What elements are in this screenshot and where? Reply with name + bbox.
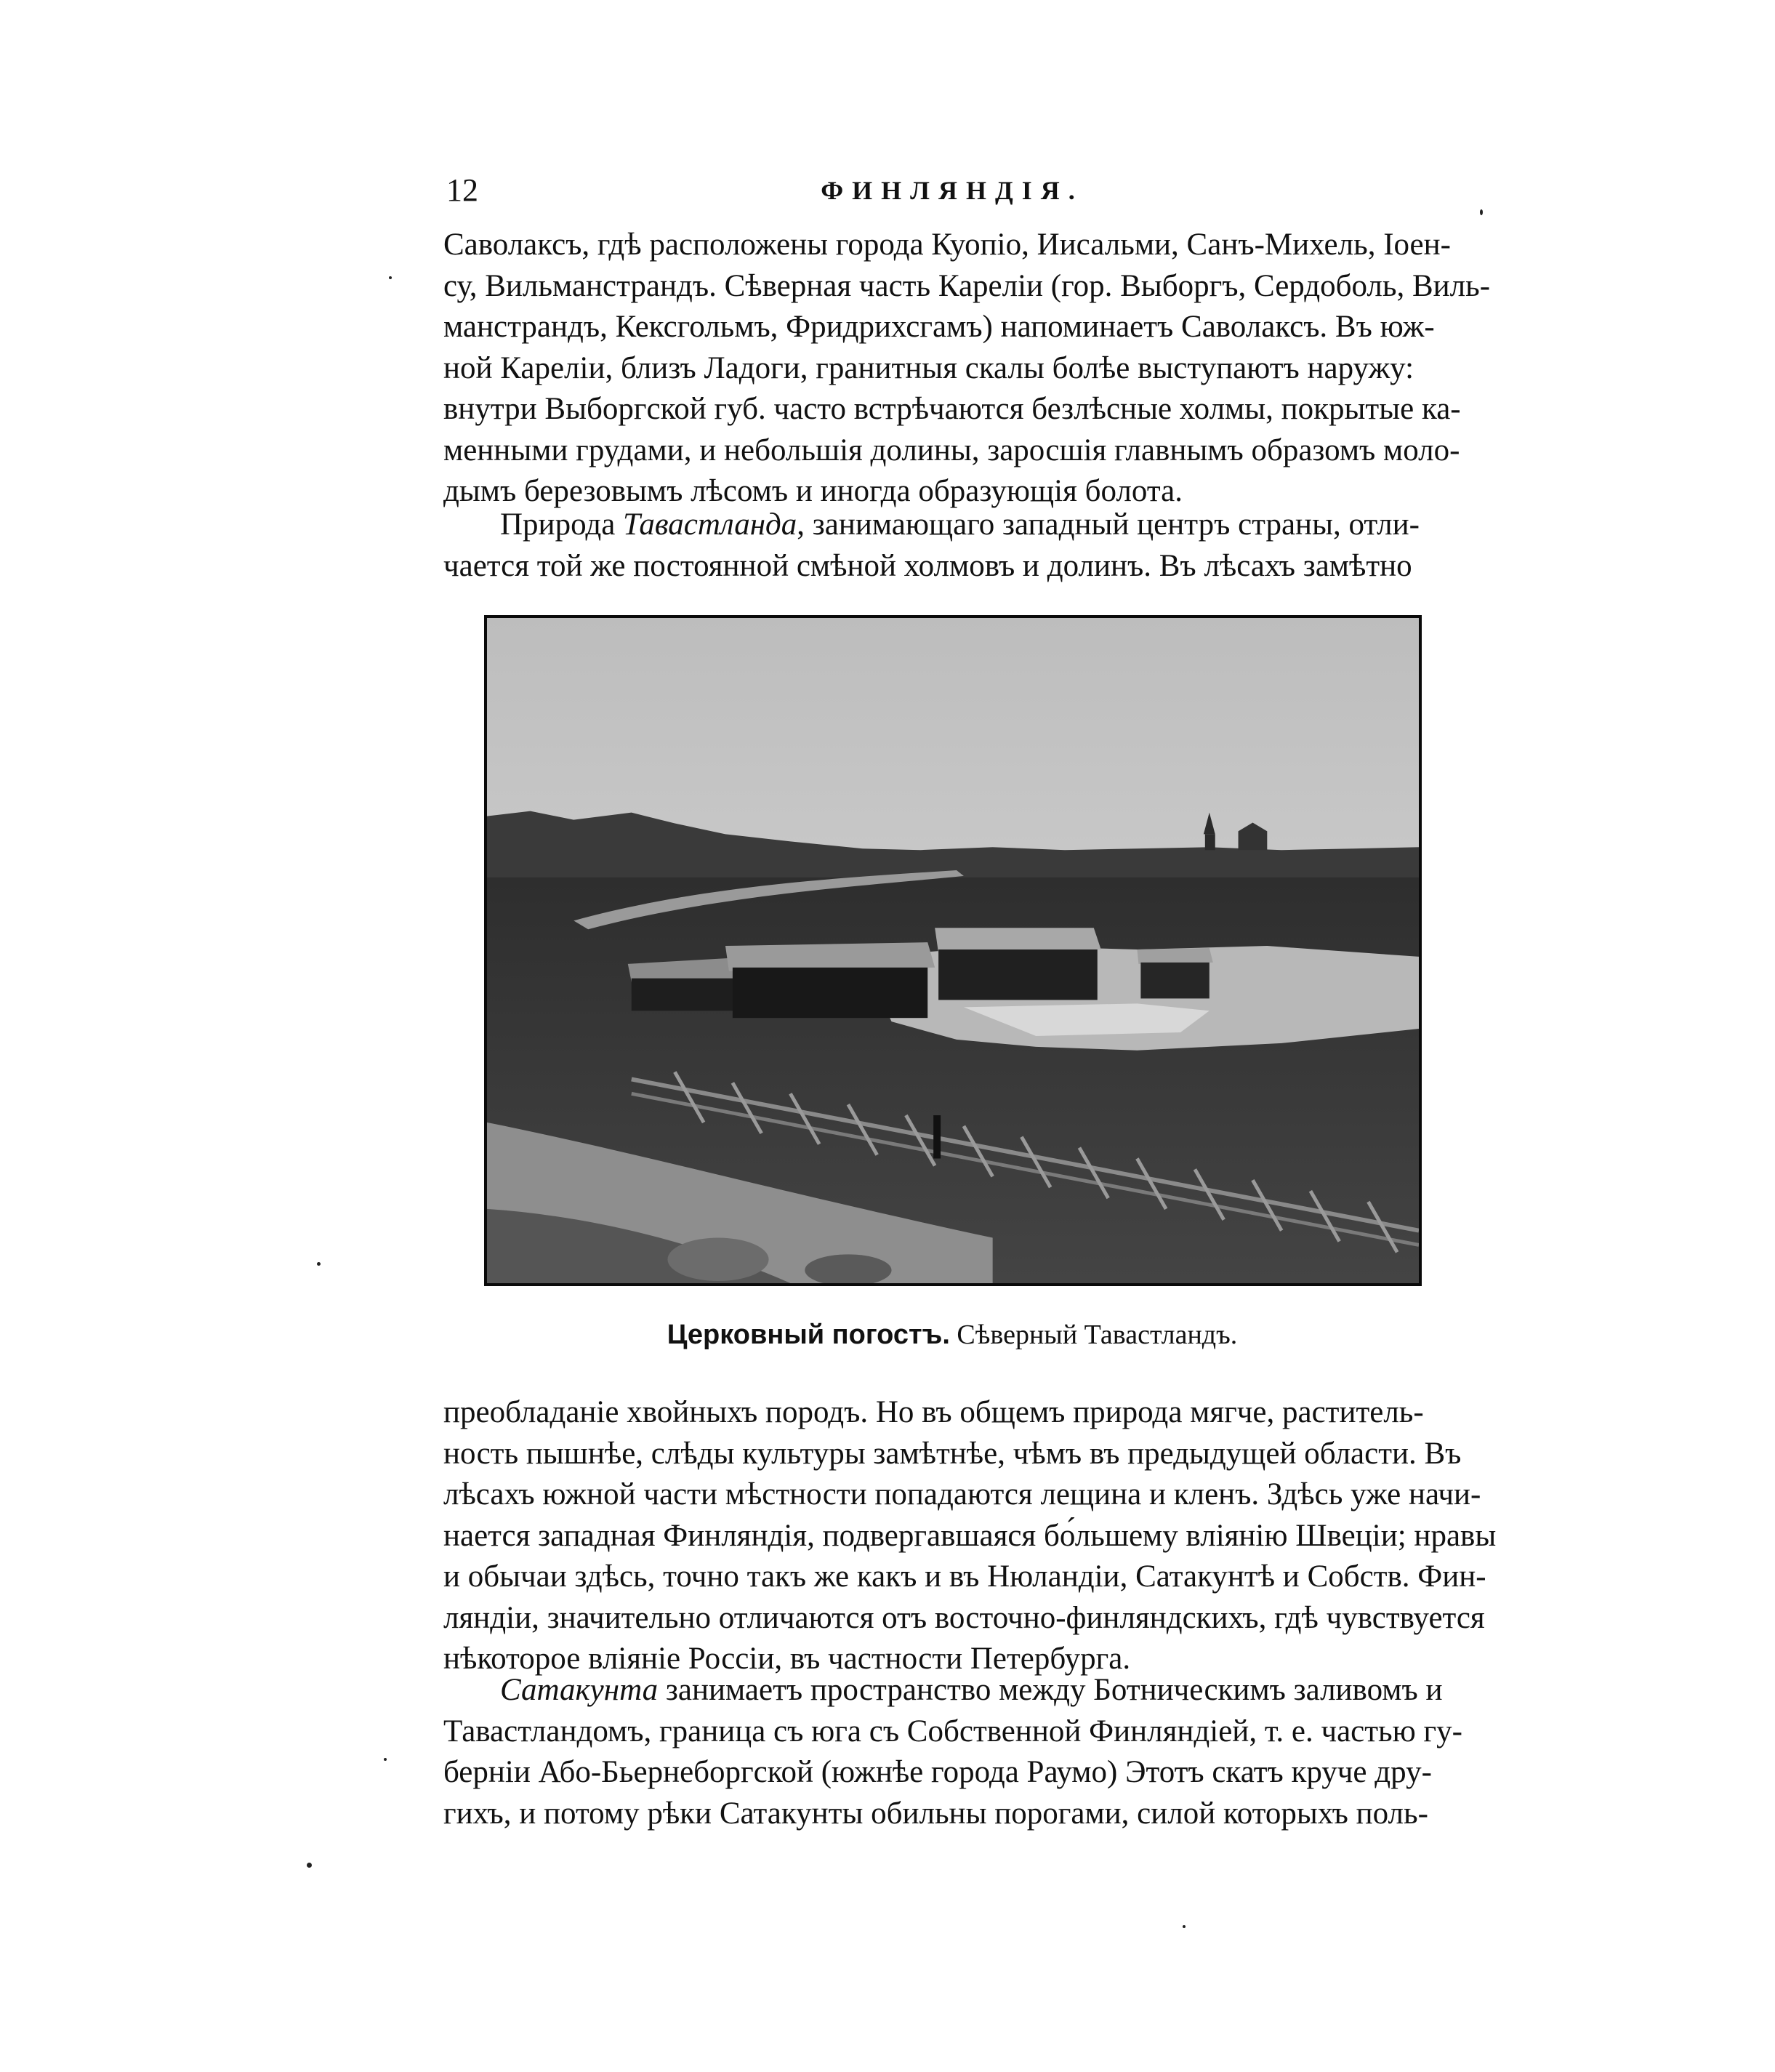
text-line: чается той же постоянной смѣной холмовъ и долинъ. Въ лѣсахъ замѣтно [443, 548, 1412, 583]
text-line: лѣсахъ южной части мѣстности попадаются лещина и кленъ. Здѣсь уже начи- [443, 1477, 1481, 1511]
scan-speck [389, 276, 392, 279]
paragraph-tavastland [443, 505, 1461, 587]
landscape-photo-illustration [487, 618, 1419, 1283]
text-line: су, Вильманстрандъ. Сѣверная часть Кареліи (гор. Выборгъ, Сердоболь, Виль- [443, 268, 1491, 303]
text-line: нѣкоторое вліяніе Россіи, въ частности Петербурга. [443, 1642, 1131, 1676]
italic-term-satakunta: Сатакунта [500, 1673, 659, 1707]
text-run: , занимающаго западный центръ страны, отли- [797, 507, 1420, 542]
scan-speck [384, 1758, 387, 1761]
photo-church-graveyard [484, 615, 1422, 1286]
text-line: Тавастландомъ, граница съ юга съ Собственной Финляндіей, т. е. частью гу- [443, 1714, 1462, 1748]
caption-title: Церковный погостъ. [667, 1320, 950, 1350]
text-run: занимаетъ пространство между Ботническимъ заливомъ и [658, 1673, 1443, 1707]
page-number: 12 [446, 172, 478, 208]
text-line: преобладаніе хвойныхъ породъ. Но въ общемъ природа мягче, раститель- [443, 1395, 1424, 1429]
caption-subtitle: Сѣверный Тавастландъ. [949, 1320, 1238, 1350]
figure-caption [443, 1314, 1461, 1355]
running-title: ФИНЛЯНДІЯ. [821, 176, 1084, 205]
italic-term-tavastland: Тавастланда [623, 507, 797, 542]
paragraph-satakunta [443, 1670, 1461, 1834]
page-header [443, 169, 1461, 212]
scan-speck [317, 1262, 321, 1266]
scan-speck [1183, 1925, 1186, 1928]
text-line: Саволаксъ, гдѣ расположены города Куопіо, Иисальми, Санъ-Михель, Іоен- [443, 228, 1451, 262]
text-line: внутри Выборгской губ. часто встрѣчаются безлѣсные холмы, покрытые ка- [443, 392, 1461, 426]
text-line: и обычаи здѣсь, точно такъ же какъ и въ Нюландіи, Сатакунтѣ и Собств. Фин- [443, 1559, 1486, 1594]
text-line: дымъ березовымъ лѣсомъ и иногда образующія болота. [443, 474, 1183, 508]
text-line: менными грудами, и небольшія долины, заросшія главнымъ образомъ моло- [443, 433, 1460, 467]
text-line: ной Кареліи, близъ Ладоги, гранитныя скалы болѣе выступаютъ наружу: [443, 350, 1414, 385]
text-line: ность пышнѣе, слѣды культуры замѣтнѣе, чѣмъ въ предыдущей области. Въ [443, 1436, 1462, 1471]
text-line: нается западная Финляндія, подвергавшаяся бо́льшему вліянію Швеціи; нравы [443, 1518, 1497, 1553]
text-line: гихъ, и потому рѣки Сатакунты обильны порогами, силой которыхъ поль- [443, 1796, 1428, 1831]
scan-speck [1480, 209, 1483, 215]
paragraph-west-finland [443, 1392, 1497, 1680]
text-run: Природа [500, 507, 624, 542]
text-line [443, 505, 1461, 546]
text-line: берніи Або-Бьернеборгской (южнѣе города Раумо) Этотъ скатъ круче дру- [443, 1755, 1432, 1789]
paragraph-savolaks-karelia [443, 225, 1491, 513]
text-line [443, 1670, 1461, 1711]
text-line: манстрандъ, Кексгольмъ, Фридрихсгамъ) напоминаетъ Саволаксъ. Въ юж- [443, 310, 1435, 344]
text-line: ляндіи, значительно отличаются отъ восточно-финляндскихъ, гдѣ чувствуется [443, 1600, 1485, 1635]
scan-speck [307, 1863, 312, 1868]
